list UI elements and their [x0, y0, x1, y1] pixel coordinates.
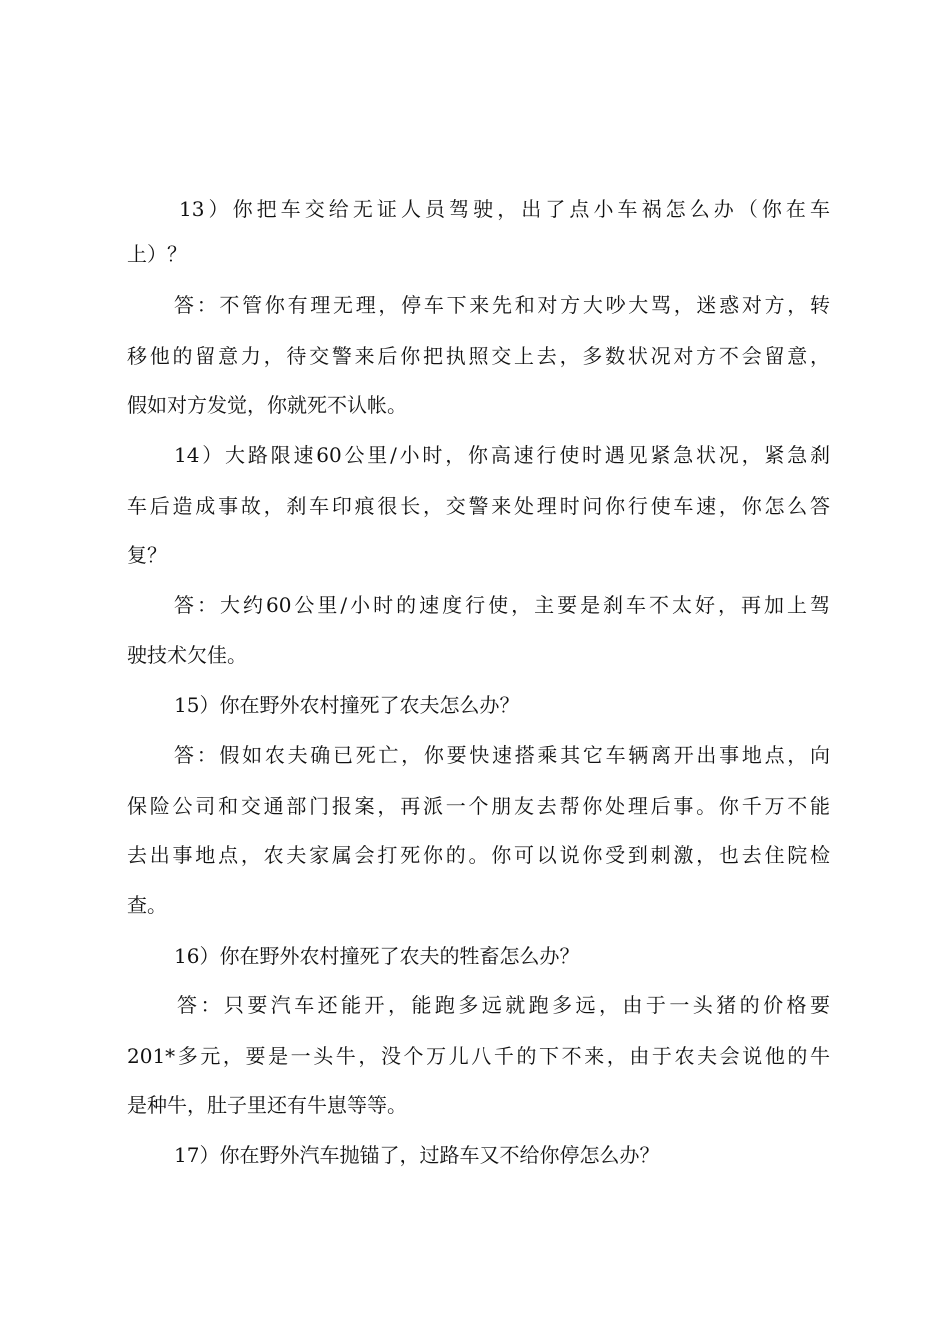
- question-17-line-1: 17）你在野外汽车抛锚了，过路车又不给你停怎么办？: [174, 1143, 660, 1167]
- answer-16-line-3: 是种牛，肚子里还有牛崽等等。: [127, 1093, 407, 1117]
- answer-16-line-2: 201*多元，要是一头牛，没个万儿八千的下不来，由于农夫会说他的牛: [127, 1044, 830, 1068]
- question-13-line-1: 13）你把车交给无证人员驾驶，出了点小车祸怎么办（你在车: [179, 197, 830, 221]
- answer-15-line-3: 去出事地点，农夫家属会打死你的。你可以说你受到刺激，也去住院检: [127, 843, 830, 867]
- question-16-line-1: 16）你在野外农村撞死了农夫的牲畜怎么办？: [174, 944, 580, 968]
- answer-14-line-2: 驶技术欠佳。: [127, 643, 247, 667]
- answer-13-line-3: 假如对方发觉，你就死不认帐。: [127, 393, 407, 417]
- answer-13-line-1: 答：不管你有理无理，停车下来先和对方大吵大骂，迷惑对方，转: [174, 293, 830, 317]
- question-14-line-1: 14）大路限速60公里/小时，你高速行使时遇见紧急状况，紧急刹: [174, 443, 830, 467]
- answer-14-line-1: 答：大约60公里/小时的速度行使，主要是刹车不太好，再加上驾: [174, 593, 830, 617]
- answer-15-line-1: 答：假如农夫确已死亡，你要快速搭乘其它车辆离开出事地点，向: [174, 743, 830, 767]
- question-14-line-2: 车后造成事故，刹车印痕很长，交警来处理时问你行使车速，你怎么答: [127, 494, 830, 518]
- question-14-line-3: 复？: [127, 543, 167, 567]
- answer-13-line-2: 移他的留意力，待交警来后你把执照交上去，多数状况对方不会留意，: [127, 344, 830, 368]
- answer-16-line-1: 答：只要汽车还能开，能跑多远就跑多远，由于一头猪的价格要: [177, 993, 830, 1017]
- question-13-line-2: 上）？: [127, 242, 187, 266]
- answer-15-line-4: 查。: [127, 893, 167, 917]
- answer-15-line-2: 保险公司和交通部门报案，再派一个朋友去帮你处理后事。你千万不能: [127, 794, 830, 818]
- question-15-line-1: 15）你在野外农村撞死了农夫怎么办？: [174, 693, 520, 717]
